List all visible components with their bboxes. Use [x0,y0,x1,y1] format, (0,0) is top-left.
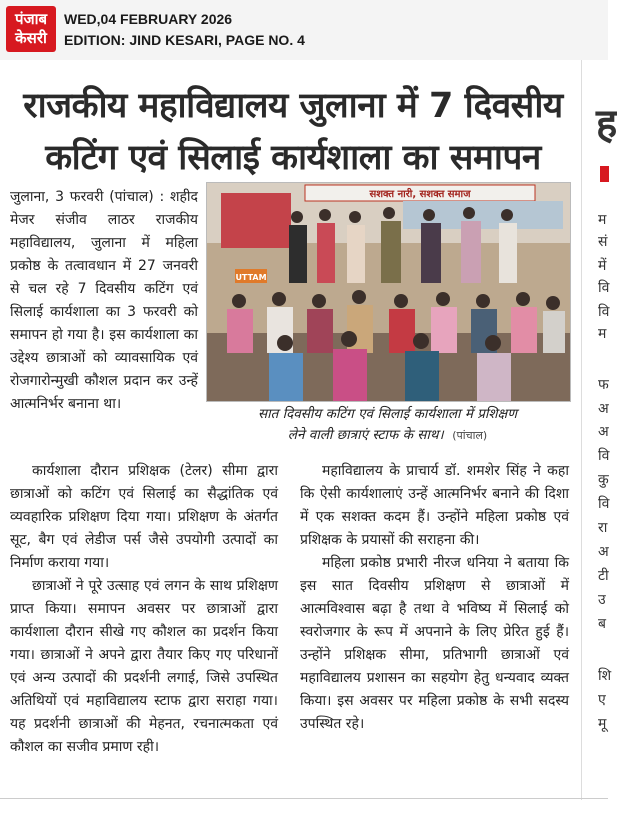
next-column-fragment: फ [598,377,609,393]
article-paragraph-1: जुलाना, 3 फरवरी (पांचाल) : शहीद मेजर संजीव लाठर राजकीय महाविद्यालय, जुलाना में महिला प्रकोष्ठ के तत्वावधान में 27 जनवरी से चल रहे 7 दिवसीय कटिंग एवं सिलाई कार्यशाला का 3 फरवरी को समापन हो गया है। इस कार्यशाला का उद्देश्य छात्राओं को व्यावसायिक एवं रोजगारोन्मुखी कौशल प्रदान कर उन्हें आत्मनिर्भर बनाना था। [10,189,198,412]
masthead-bar [0,0,608,61]
article-paragraph-3: छात्राओं ने पूरे उत्साह एवं लगन के साथ प्रशिक्षण प्राप्त किया। समापन अवसर पर छात्राओं द्वारा कार्यशाला दौरान सीखे गए कौशल का प्रदर्शन किया गया। छात्राओं ने अपने द्वारा तैयार किए गए परिधानों एवं अन्य उत्पादों की प्रदर्शनी लगाई, जिसे उपस्थित अतिथियों एवं महाविद्यालय स्टाफ द्वारा सराहा गया। यह प्रदर्शनी छात्राओं की मेहनत, रचनात्मकता एवं कौशल का सजीव प्रमाण रही। [10,578,278,755]
article-headline [8,80,578,184]
next-column-fragment: ए [598,692,606,708]
caption-line-1: सात दिवसीय कटिंग एवं सिलाई कार्यशाला में प्रशिक्षण [257,406,517,422]
next-column-fragment: वि [598,448,610,464]
next-column-fragment: वि [598,496,610,512]
article-photo[interactable] [206,182,571,402]
logo-line-2: केसरी [15,29,47,47]
next-column-fragment: म [598,212,607,228]
logo-line-1: पंजाब [14,10,48,28]
next-column-fragment: अ [598,544,609,560]
headline-line-2: कटिंग एवं सिलाई कार्यशाला का समापन [45,138,541,178]
caption-credit: (पांचाल) [452,429,488,442]
headline-line-1: राजकीय महाविद्यालय जुलाना में 7 दिवसीय [23,86,563,126]
next-column-fragment: वि [598,304,610,320]
edition-meta [64,9,305,51]
newspaper-logo[interactable] [6,6,56,52]
next-column-fragment: रा [598,520,608,536]
next-column-fragment: म [598,326,607,342]
article-paragraph-2: कार्यशाला दौरान प्रशिक्षक (टेलर) सीमा द्वारा छात्राओं को कटिंग एवं सिलाई का सैद्धांतिक एवं व्यवहारिक प्रशिक्षण दिया गया। प्रशिक्षण के अंतर्गत सूट, बैग एवं लेडीज पर्स जैसे उपयोगी उत्पादों का निर्माण कराया गया। [10,463,278,571]
next-column-fragment: टी [598,568,609,584]
article-column-2 [300,460,569,736]
next-column-fragment: सं [598,234,608,250]
caption-line-2 [206,425,569,446]
article-column-1a [10,186,198,416]
next-article-strip [581,60,617,800]
next-column-fragment: कु [598,472,609,488]
next-column-fragment: मू [598,716,607,732]
photo-sign-text: UTTAM [235,273,267,282]
caption-line-2-text: लेने वाली छात्राएं स्टाफ के साथ। [287,427,444,443]
next-column-fragment: ब [598,616,606,632]
next-column-fragment: वि [598,280,610,296]
group-photo-image [207,183,570,401]
article-column-1b [10,460,278,759]
next-column-fragment: में [598,258,607,274]
photo-banner-text: सशक्त नारी, सशक्त समाज [369,189,471,200]
photo-caption [206,404,569,446]
article-paragraph-4: महाविद्यालय के प्राचार्य डॉ. शमशेर सिंह ने कहा कि ऐसी कार्यशालाएं उन्हें आत्मनिर्भर बनाने की दिशा में एक सशक्त कदम हैं। उन्होंने महिला प्रकोष्ठ एवं प्रशिक्षक के प्रयासों की सराहना की। [300,463,569,548]
next-headline-fragment: ह [596,101,617,147]
next-column-fragment: अ [598,424,609,440]
next-column-fragment: शि [598,668,612,684]
edition-info: EDITION: JIND KESARI, PAGE NO. 4 [64,32,305,48]
article-paragraph-5: महिला प्रकोष्ठ प्रभारी नीरज धनिया ने बताया कि इस सात दिवसीय प्रशिक्षण से छात्राओं में आत्मविश्वास बढ़ा है तथा वे भविष्य में सिलाई को स्वरोजगार के रूप में अपनाने के लिए प्रेरित हुई हैं। उन्होंने प्रशिक्षक सीमा, प्रतिभागी छात्राओं एवं महाविद्यालय प्रशासन का सहयोग हेतु धन्यवाद व्यक्त किया। इस अवसर पर महिला प्रकोष्ठ के सभी सदस्य उपस्थित रहे। [300,555,569,732]
next-column-fragment: अ [598,401,609,417]
edition-date: WED,04 FEBRUARY 2026 [64,11,233,27]
next-column-fragment: उ [598,592,606,608]
next-red-marker [600,166,609,182]
page-bottom-rule [0,798,608,799]
